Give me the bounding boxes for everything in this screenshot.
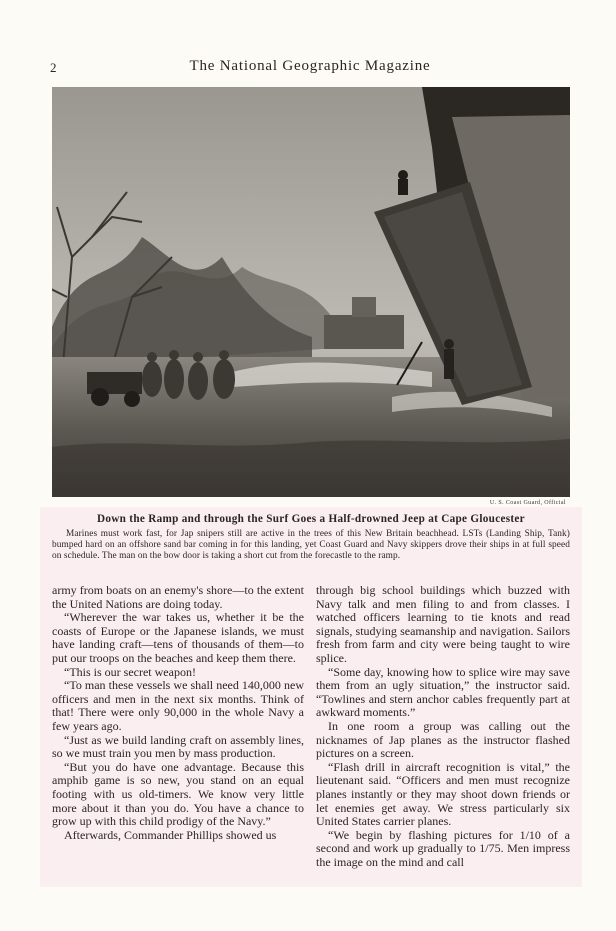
paragraph: “Flash drill in aircraft recognition is vital,” the lieutenant said. “Officers and men must recognize planes instantly or they may shoot down friends or let enemies get away. We stress particularly six United States carrier planes. [316,759,570,829]
running-title: The National Geographic Magazine [189,58,431,74]
paragraph: In one room a group was calling out the nicknames of Jap planes as the instructor flashed pictures on a screen. [316,718,570,761]
paragraph: “To man these vessels we shall need 140,000 new officers and men in the next six months. Think of that! There were only 90,000 in the whole Navy a few years ago. [52,678,304,733]
paragraph: through big school buildings which buzzed with Navy talk and men filing to and from classes. I watched officers learning to tie knots and read signals, studying seamanship and navigation. Sailors fresh from farm and city were being taught to wire splice. [316,583,570,665]
caption-text: Marines must work fast, for Jap snipers still are active in the trees of this New Britain beachhead. LSTs (Landing Ship, Tank) bumped hard on an offshore sand bar coming in for this landing, yet Coast Guard and Navy skippers drove their ships in at full speed on schedule. The man on the bow door is taking a short cut from the forecastle to the ramp. [52,529,570,561]
paragraph: “This is our secret weapon! [64,664,196,679]
paragraph: “Just as we build landing craft on assembly lines, so we must train you men by mass production. [52,732,304,761]
article-column-left [52,584,304,842]
landing-ship-photo [52,87,570,497]
caption-title: Down the Ramp and through the Surf Goes a Half-drowned Jeep at Cape Gloucester [97,513,525,525]
paragraph: “But you do have one advantage. Because this amphib game is so new, you stand on an equal footing with us old-timers. We know very little more about it than you do. You have a chance to grow up with this child prodigy of the Navy.” [52,759,304,829]
photo-credit: U. S. Coast Guard, Official [489,500,566,506]
paragraph: “Wherever the war takes us, whether it be the coasts of Europe or the Japanese islands, we must have landing craft—tens of thousands of them—to put our troops on the beaches and keep them there. [52,610,304,665]
page-number: 2 [50,60,57,75]
paragraph: “We begin by flashing pictures for 1/10 of a second and work up gradually to 1/75. Men impress the image on the mind and call [316,827,570,869]
paragraph: “Some day, knowing how to splice wire may save them from an ugly situation,” the instructor said. “Towlines and stern anchor cables frequently part at awkward moments.” [316,664,570,720]
paragraph: Afterwards, Commander Phillips showed us [64,827,277,842]
article-column-right [316,584,570,869]
paragraph: army from boats on an enemy's shore—to the extent the United Nations are doing today. [52,583,304,611]
